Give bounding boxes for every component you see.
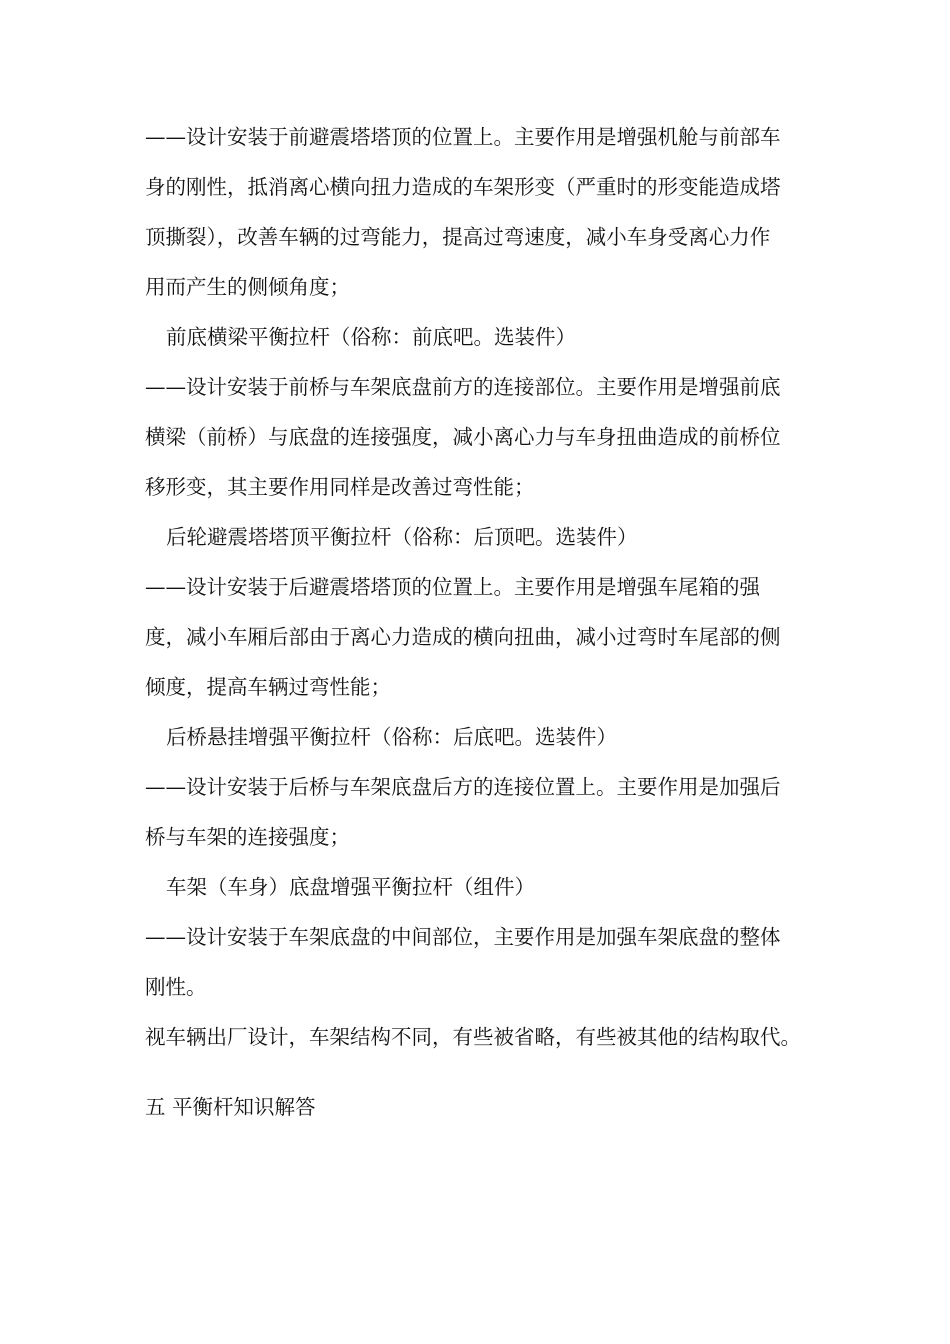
text-line: 用而产生的侧倾角度； <box>145 275 350 299</box>
text-line: ——设计安装于前桥与车架底盘前方的连接部位。主要作用是增强前底 <box>145 375 781 399</box>
section-heading: 前底横梁平衡拉杆（俗称：前底吧。选装件） <box>166 325 576 349</box>
text-line: ——设计安装于车架底盘的中间部位，主要作用是加强车架底盘的整体 <box>145 925 781 949</box>
chapter-heading: 五 平衡杆知识解答 <box>145 1095 316 1119</box>
text-line: 倾度，提高车辆过弯性能； <box>145 675 391 699</box>
text-line: ——设计安装于后桥与车架底盘后方的连接位置上。主要作用是加强后 <box>145 775 781 799</box>
section-heading: 车架（车身）底盘增强平衡拉杆（组件） <box>166 875 535 899</box>
text-line: ——设计安装于前避震塔塔顶的位置上。主要作用是增强机舱与前部车 <box>145 125 781 149</box>
text-line: 顶撕裂），改善车辆的过弯能力，提高过弯速度，减小车身受离心力作 <box>145 225 771 249</box>
section-heading: 后桥悬挂增强平衡拉杆（俗称：后底吧。选装件） <box>166 725 617 749</box>
section-heading: 后轮避震塔塔顶平衡拉杆（俗称：后顶吧。选装件） <box>166 525 638 549</box>
text-line: 横梁（前桥）与底盘的连接强度，减小离心力与车身扭曲造成的前桥位 <box>145 425 781 449</box>
text-line: 视车辆出厂设计，车架结构不同，有些被省略，有些被其他的结构取代。 <box>145 1025 801 1049</box>
text-line: 刚性。 <box>145 975 207 999</box>
text-line: 身的刚性，抵消离心横向扭力造成的车架形变（严重时的形变能造成塔 <box>145 175 781 199</box>
text-line: ——设计安装于后避震塔塔顶的位置上。主要作用是增强车尾箱的强 <box>145 575 760 599</box>
text-line: 移形变，其主要作用同样是改善过弯性能； <box>145 475 535 499</box>
text-line: 度，减小车厢后部由于离心力造成的横向扭曲，减小过弯时车尾部的侧 <box>145 625 781 649</box>
text-line: 桥与车架的连接强度； <box>145 825 350 849</box>
